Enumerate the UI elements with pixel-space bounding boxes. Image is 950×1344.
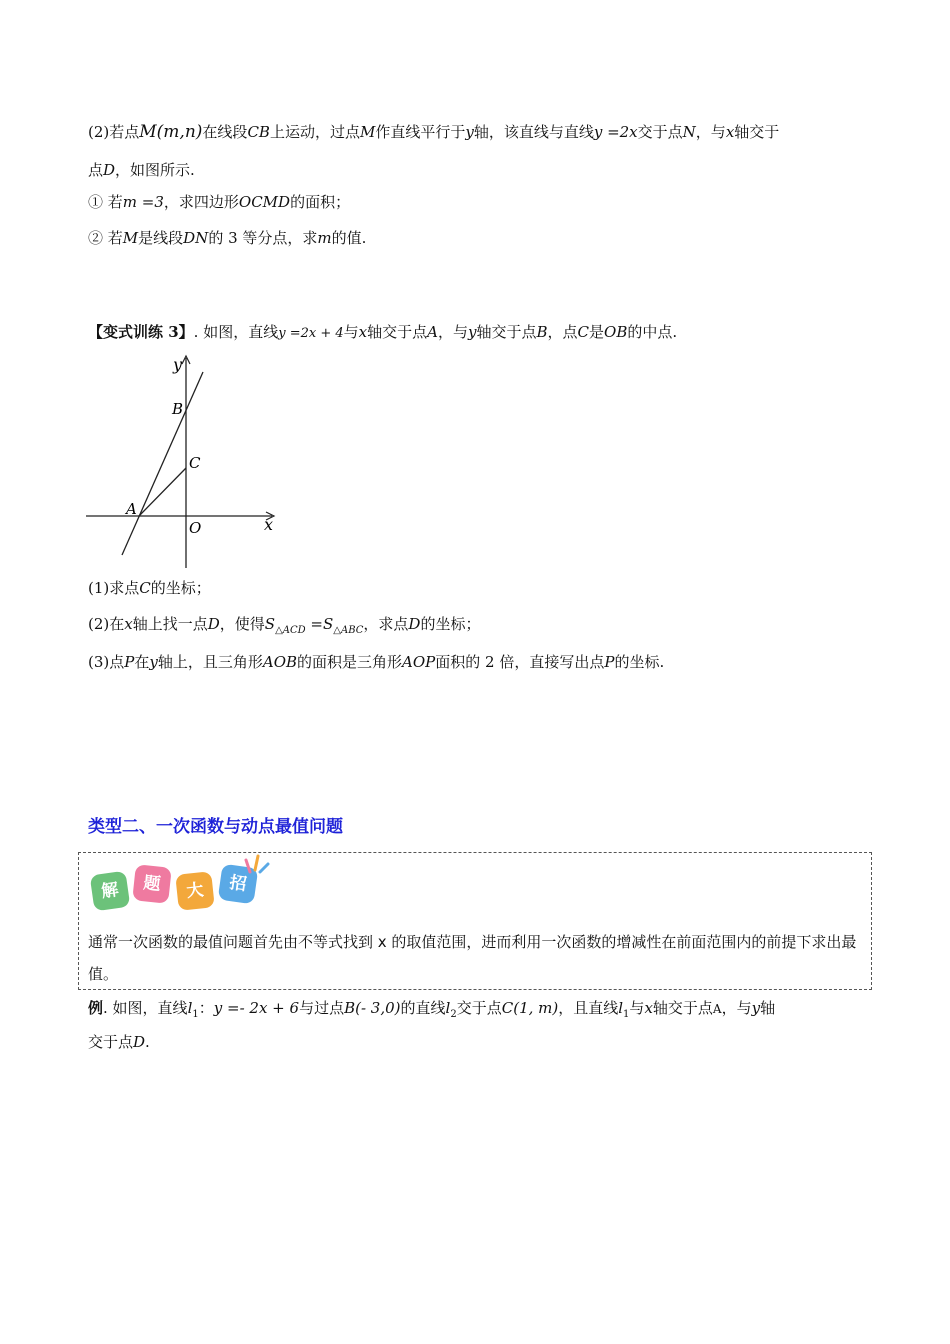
var-M: M (359, 123, 376, 141)
text: 的面积； (290, 193, 351, 211)
sparkle-icon (244, 852, 270, 874)
text: ，与 (721, 999, 752, 1017)
coord-mn: (m,n) (156, 122, 203, 142)
label-x: x (264, 515, 274, 534)
text: 上运动，过点 (269, 123, 360, 141)
text: 的坐标； (420, 615, 481, 633)
text: ，如图所示. (115, 161, 195, 179)
text: (3)点 (88, 653, 125, 671)
text: 交于点 (637, 123, 683, 141)
text: 是 (589, 323, 605, 341)
equation: m =3 (122, 193, 164, 211)
var-D: D (408, 615, 421, 633)
variant-label: 【变式训练 3】 (88, 323, 194, 341)
subscript: 1 (192, 1009, 199, 1020)
text: 轴交于点 (367, 323, 428, 341)
point-D: D (133, 1033, 146, 1051)
text: 轴交于点 (652, 999, 713, 1017)
var-x: x (358, 323, 368, 341)
point-A: A (712, 1002, 722, 1016)
text: 在 (134, 653, 150, 671)
text: ① 若 (88, 193, 123, 211)
seg-OB: OB (604, 323, 628, 341)
var-y: y (149, 653, 158, 671)
var-y: y (467, 323, 477, 341)
text: 的中点. (627, 323, 678, 341)
area-subscript: △ABC (333, 625, 364, 636)
badge-3: 大 (175, 871, 215, 911)
example-line1 (88, 998, 775, 1025)
question-1 (88, 578, 211, 598)
text: ，与 (437, 323, 468, 341)
text: 的值. (331, 229, 367, 247)
equation: y =2x (593, 123, 638, 141)
text: (1)求点 (88, 579, 140, 597)
text: 轴交于 (734, 123, 780, 141)
text: 轴交于点 (476, 323, 537, 341)
text: 轴上，且三角形 (157, 653, 263, 671)
text: 交于点 (88, 1033, 134, 1051)
var-y: y (751, 999, 761, 1017)
text: . 如图，直线 (193, 323, 279, 341)
var-D: D (207, 615, 220, 633)
coordinate-figure (80, 350, 290, 575)
subscript: 2 (450, 1009, 457, 1020)
text: ② 若 (88, 229, 123, 247)
prev-part2-line2 (88, 160, 195, 180)
badge-2: 题 (132, 864, 172, 904)
var-M: M (139, 122, 157, 142)
line-l1: l (187, 999, 193, 1017)
text: 与过点 (299, 999, 345, 1017)
var-A: A (427, 323, 438, 341)
text: (2)若点 (88, 123, 140, 141)
seg-CB: CB (247, 123, 270, 141)
text: . (145, 1033, 150, 1051)
var-x: x (644, 999, 653, 1017)
example-line2 (88, 1032, 150, 1052)
text: ： (198, 999, 214, 1017)
triangle-AOB: AOB (262, 653, 298, 671)
prev-part2-line1 (88, 122, 779, 142)
var-x: x (725, 123, 735, 141)
triangle-AOP: AOP (402, 653, 436, 671)
area-symbol: S (323, 615, 334, 633)
var-P: P (124, 653, 135, 671)
label-A: A (126, 500, 137, 518)
text: 在线段 (202, 123, 248, 141)
question-3 (88, 652, 664, 672)
subscript: 1 (623, 1009, 630, 1020)
text: 轴 (760, 999, 776, 1017)
label-C: C (189, 454, 201, 472)
label-O: O (189, 519, 202, 537)
text: 面积的 2 倍，直接写出点 (435, 653, 605, 671)
variant3-statement (88, 322, 677, 344)
segment-AC (139, 468, 186, 516)
equals: = (305, 615, 323, 633)
equation: y =2x + 4 (278, 326, 344, 341)
text: 作直线平行于 (375, 123, 466, 141)
var-D: D (103, 161, 116, 179)
line-l2: l (445, 999, 451, 1017)
text: 轴上找一点 (132, 615, 208, 633)
text: ，使得 (219, 615, 265, 633)
text: 的坐标； (150, 579, 211, 597)
text: 的坐标. (614, 653, 665, 671)
label-y: y (173, 355, 183, 374)
var-P: P (604, 653, 615, 671)
var-C: C (577, 323, 590, 341)
label-B: B (172, 400, 184, 418)
tips-text: 通常一次函数的最值问题首先由不等式找到 x 的取值范围，进而利用一次函数的增减性在前面范围内的前提下求出最值。 (88, 933, 857, 983)
badge-1: 解 (90, 871, 131, 912)
point-B: B(- 3,0) (344, 999, 401, 1017)
prev-sub2 (88, 228, 366, 248)
text: 的直线 (400, 999, 446, 1017)
shape-name: OCMD (238, 193, 291, 211)
var-y: y (465, 123, 474, 141)
text: ，点 (547, 323, 578, 341)
text: (2)在 (88, 615, 125, 633)
var-M: M (122, 229, 139, 247)
var-C: C (139, 579, 151, 597)
badge-4: 招 (218, 864, 259, 905)
section-title: 类型二、一次函数与动点最值问题 (88, 817, 343, 837)
var-N: N (682, 123, 696, 141)
text: ，与 (695, 123, 726, 141)
equation: y =- 2x + 6 (213, 999, 300, 1017)
text: ，求四边形 (163, 193, 239, 211)
question-2 (88, 614, 480, 641)
prev-sub1 (88, 192, 350, 212)
text: 与 (629, 999, 645, 1017)
text: 点 (88, 161, 104, 179)
var-m: m (317, 229, 332, 247)
area-symbol: S (264, 615, 276, 633)
text: 交于点 (456, 999, 502, 1017)
point-C: C(1, m) (501, 999, 559, 1017)
var-B: B (536, 323, 548, 341)
text: 的 3 等分点，求 (208, 229, 318, 247)
text: 轴，该直线与直线 (473, 123, 594, 141)
line-l1: l (618, 999, 624, 1017)
text: 的面积是三角形 (297, 653, 403, 671)
text: . 如图，直线 (103, 999, 188, 1017)
text: ，求点 (363, 615, 409, 633)
text: 是线段 (138, 229, 184, 247)
example-label: 例 (88, 999, 104, 1017)
area-subscript: △ACD (275, 625, 306, 636)
text: ，且直线 (558, 999, 619, 1017)
seg-DN: DN (183, 229, 209, 247)
var-x: x (124, 615, 133, 633)
text: 与 (343, 323, 359, 341)
